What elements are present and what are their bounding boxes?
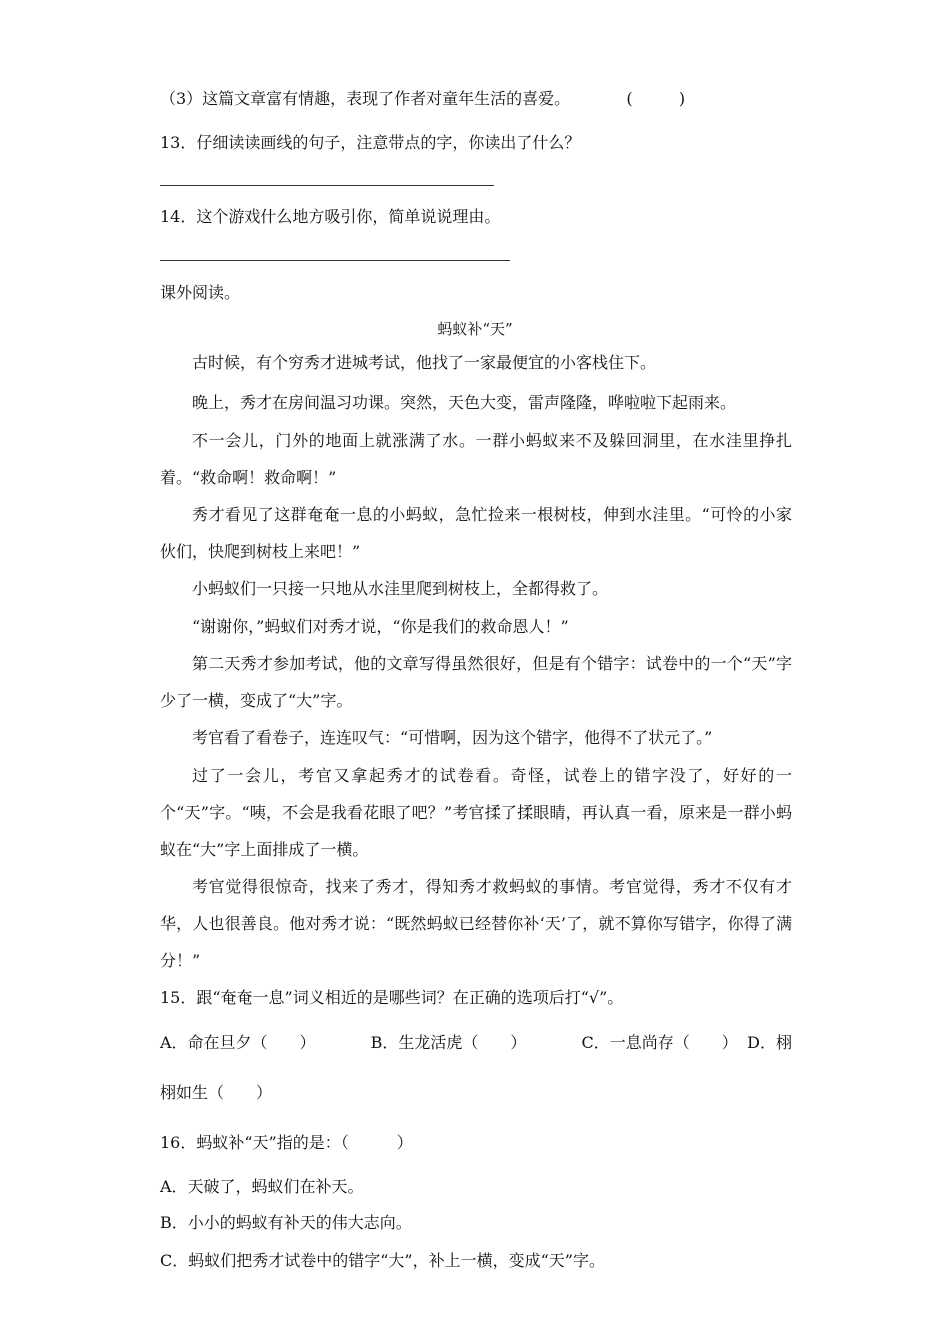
answer-line-14[interactable] (160, 260, 510, 261)
question-text: （3）这篇文章富有情趣，表现了作者对童年生活的喜爱。 (160, 89, 571, 108)
option-a[interactable]: A．命在旦夕（ ） (160, 1033, 316, 1052)
question-13: 13．仔细读读画线的句子，注意带点的字，你读出了什么？ (160, 133, 581, 152)
story-paragraph: 过了一会儿，考官又拿起秀才的试卷看。奇怪，试卷上的错字没了，好好的一个“天”字。“咦，不会是我看花眼了吧？”考官揉了揉眼睛，再认真一看，原来是一群小蚂蚁在“大”字上面排成了一横。 (160, 766, 792, 859)
option-a[interactable]: A．天破了，蚂蚁们在补天。 (160, 1177, 364, 1196)
story-paragraph: 考官觉得很惊奇，找来了秀才，得知秀才救蚂蚁的事情。考官觉得，秀才不仅有才华，人也很善良。他对秀才说：“既然蚂蚁已经替你补‘天’了，就不算你写错字，你得了满分！” (160, 877, 792, 970)
story-title: 蚂蚁补“天” (437, 320, 513, 338)
section-label: 课外阅读。 (160, 283, 241, 302)
story-paragraph: 考官看了看卷子，连连叹气：“可惜啊，因为这个错字，他得不了状元了。” (192, 728, 713, 747)
story-paragraph: 古时候，有个穷秀才进城考试，他找了一家最便宜的小客栈住下。 (192, 353, 657, 372)
story-paragraph: 不一会儿，门外的地面上就涨满了水。一群小蚂蚁来不及躲回洞里，在水洼里挣扎着。“救命啊！救命啊！” (160, 431, 792, 487)
option-d[interactable]: D．栩 (747, 1033, 792, 1052)
question-15-options (160, 1033, 792, 1053)
option-d-continued[interactable]: 栩如生（ ） (160, 1083, 273, 1102)
question-12-3 (160, 89, 685, 109)
story-paragraph: 第二天秀才参加考试，他的文章写得虽然很好，但是有个错字：试卷中的一个“天”字少了一横，变成了“大”字。 (160, 654, 792, 710)
option-b[interactable]: B．生龙活虎（ ） (370, 1033, 527, 1052)
option-c[interactable]: C．蚂蚁们把秀才试卷中的错字“大”，补上一横，变成“天”字。 (160, 1251, 605, 1270)
answer-paren-close: ) (678, 89, 686, 108)
option-b[interactable]: B．小小的蚂蚁有补天的伟大志向。 (160, 1213, 412, 1232)
story-paragraph: “谢谢你，”蚂蚁们对秀才说，“你是我们的救命恩人！” (192, 617, 569, 636)
story-paragraph: 小蚂蚁们一只接一只地从水洼里爬到树枝上，全都得救了。 (192, 579, 609, 598)
story-paragraph: 秀才看见了这群奄奄一息的小蚂蚁，急忙捡来一根树枝，伸到水洼里。“可怜的小家伙们，快爬到树枝上来吧！” (160, 505, 792, 561)
question-16: 16．蚂蚁补“天”指的是：（ ） (160, 1133, 413, 1152)
answer-line-13[interactable] (160, 185, 494, 186)
story-paragraph: 晚上，秀才在房间温习功课。突然，天色大变，雷声隆隆，哗啦啦下起雨来。 (192, 393, 737, 412)
answer-paren-open: ( (626, 89, 633, 108)
option-c[interactable]: C．一息尚存（ ） (581, 1033, 738, 1052)
question-15: 15．跟“奄奄一息”词义相近的是哪些词？在正确的选项后打“√”。 (160, 988, 624, 1007)
question-14: 14．这个游戏什么地方吸引你，简单说说理由。 (160, 207, 501, 226)
